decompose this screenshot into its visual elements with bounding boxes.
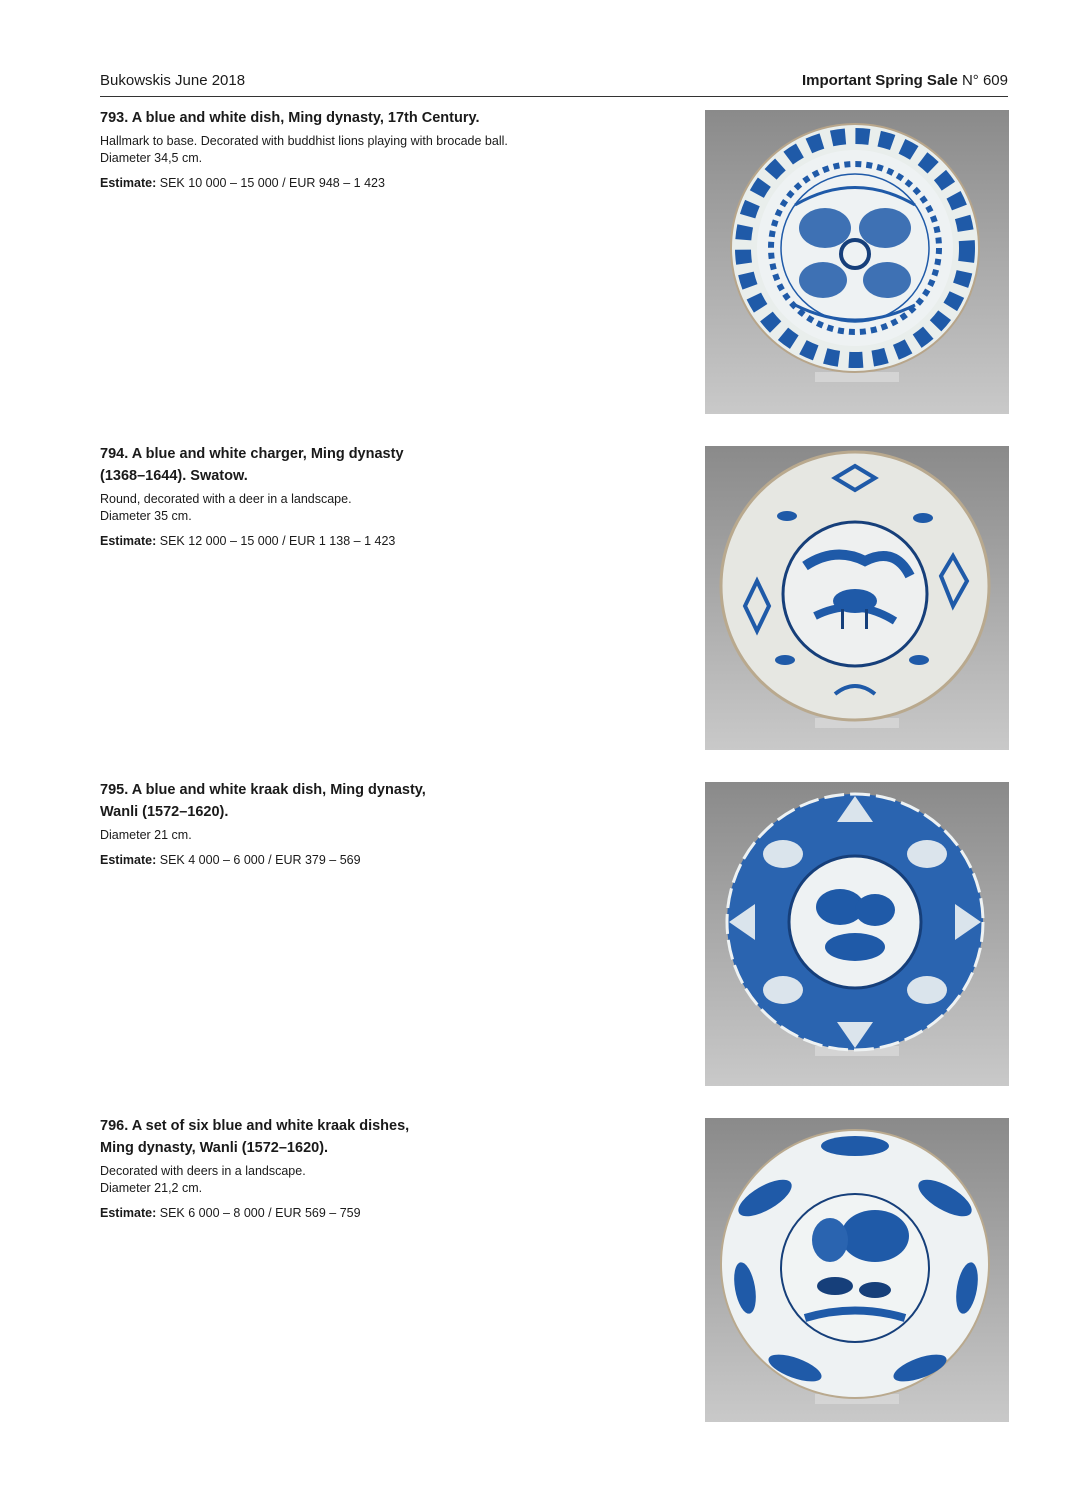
estimate-label: Estimate:	[100, 534, 157, 548]
kraak-dishes-illustration	[705, 1118, 1009, 1422]
lot-description-line-1: Diameter 21 cm.	[100, 828, 192, 842]
lot-description	[100, 133, 570, 167]
lot-description-line-2: Diameter 34,5 cm.	[100, 151, 203, 165]
kraak-dishes-deers-photo	[705, 1118, 1009, 1422]
lot-title-line-1: 793. A blue and white dish, Ming dynasty, 17th Century.	[100, 110, 480, 126]
lot-title-line-1: 796. A set of six blue and white kraak dishes,	[100, 1118, 410, 1134]
estimate-label: Estimate:	[100, 853, 157, 867]
lot-title	[100, 107, 570, 129]
blue-white-dish-lions-photo	[705, 110, 1009, 414]
lot-title-line-2: Ming dynasty, Wanli (1572–1620).	[100, 1140, 329, 1156]
kraak-dish-bird-photo	[705, 782, 1009, 1086]
kraak-dish-illustration	[705, 782, 1009, 1086]
catalog-date: Bukowskis June 2018	[100, 72, 246, 89]
lot-description	[100, 491, 570, 525]
lot-796	[100, 1115, 570, 1222]
lot-description	[100, 1163, 570, 1197]
lot-title-line-2: (1368–1644). Swatow.	[100, 468, 248, 484]
lot-794	[100, 443, 570, 550]
estimate-value: SEK 4 000 – 6 000 / EUR 379 – 569	[156, 853, 361, 867]
lot-title-line-1: 794. A blue and white charger, Ming dynasty	[100, 446, 404, 462]
sale-title-bold: Important Spring Sale	[801, 72, 958, 89]
sale-number: N° 609	[957, 72, 1008, 89]
page-header	[100, 72, 1008, 97]
lot-795	[100, 779, 570, 869]
charger-illustration	[705, 446, 1009, 750]
lot-description-line-1: Hallmark to base. Decorated with buddhist lions playing with brocade ball.	[100, 134, 508, 148]
sale-title	[802, 72, 1008, 89]
lot-title	[100, 779, 570, 823]
dish-illustration	[705, 110, 1009, 414]
lot-793	[100, 107, 570, 192]
lot-estimate	[100, 533, 570, 550]
lot-title	[100, 443, 570, 487]
lot-description-line-2: Diameter 35 cm.	[100, 509, 192, 523]
lot-title-line-1: 795. A blue and white kraak dish, Ming dynasty,	[100, 782, 426, 798]
estimate-value: SEK 10 000 – 15 000 / EUR 948 – 1 423	[156, 176, 385, 190]
estimate-value: SEK 6 000 – 8 000 / EUR 569 – 759	[156, 1206, 361, 1220]
lot-title-line-2: Wanli (1572–1620).	[100, 804, 229, 820]
estimate-label: Estimate:	[100, 1206, 157, 1220]
estimate-label: Estimate:	[100, 176, 157, 190]
lot-description-line-2: Diameter 21,2 cm.	[100, 1181, 203, 1195]
lot-description	[100, 827, 570, 844]
lot-estimate	[100, 175, 570, 192]
lot-description-line-1: Decorated with deers in a landscape.	[100, 1164, 306, 1178]
lot-estimate	[100, 1205, 570, 1222]
lot-description-line-1: Round, decorated with a deer in a landscape.	[100, 492, 352, 506]
estimate-value: SEK 12 000 – 15 000 / EUR 1 138 – 1 423	[156, 534, 396, 548]
lot-estimate	[100, 852, 570, 869]
swatow-charger-deer-photo	[705, 446, 1009, 750]
lot-title	[100, 1115, 570, 1159]
